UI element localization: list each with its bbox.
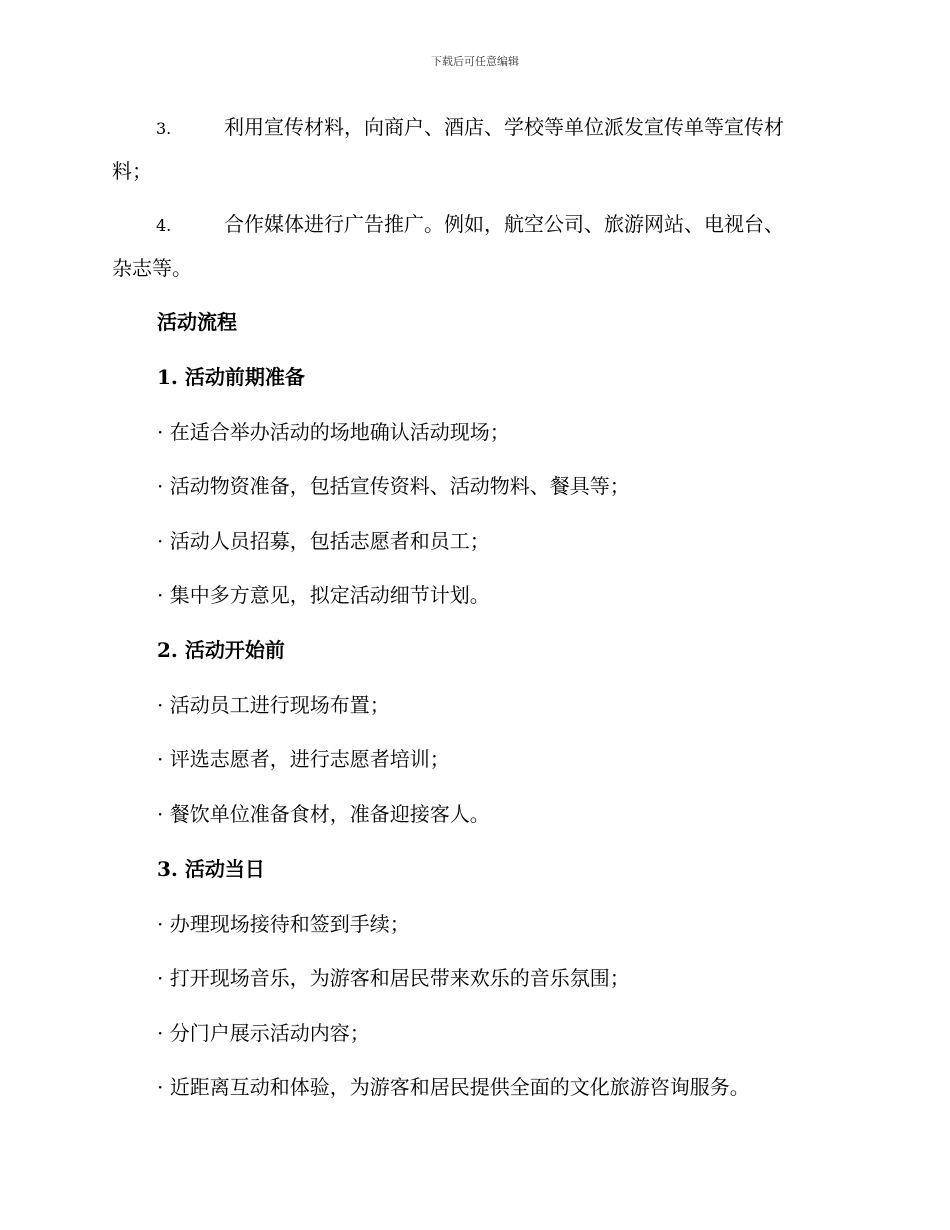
promo-item	[112, 203, 842, 290]
list-item: · 餐饮单位准备食材，准备迎接客人。	[157, 802, 490, 826]
promo-item	[112, 106, 842, 193]
list-item: · 活动物资准备，包括宣传资料、活动物料、餐具等；	[157, 474, 630, 498]
stage-title: 1. 活动前期准备	[157, 365, 305, 389]
stage-title: 2. 活动开始前	[157, 638, 285, 662]
promo-item-text: 利用宣传材料，向商户、酒店、学校等单位派发宣传单等宣传材	[224, 115, 784, 139]
section-title: 活动流程	[157, 310, 237, 334]
list-item: · 活动员工进行现场布置；	[157, 693, 390, 717]
list-item: · 近距离互动和体验，为游客和居民提供全面的文化旅游咨询服务。	[157, 1075, 750, 1099]
page-header: 下载后可任意编辑	[431, 55, 519, 68]
list-item: · 打开现场音乐，为游客和居民带来欢乐的音乐氛围；	[157, 966, 630, 990]
list-item: · 办理现场接待和签到手续；	[157, 912, 410, 936]
list-item: · 在适合举办活动的场地确认活动现场；	[157, 420, 510, 444]
list-item: · 活动人员招募，包括志愿者和员工；	[157, 529, 490, 553]
list-item: · 分门户展示活动内容；	[157, 1021, 370, 1045]
list-item: · 评选志愿者，进行志愿者培训；	[157, 747, 450, 771]
stage-title: 3. 活动当日	[157, 857, 265, 881]
promo-item-continuation: 杂志等。	[112, 256, 192, 280]
promo-item-text: 合作媒体进行广告推广。例如，航空公司、旅游网站、电视台、	[224, 212, 784, 236]
promo-item-continuation: 料；	[112, 159, 152, 183]
promo-item-number: 4.	[156, 216, 172, 235]
promo-item-number: 3.	[156, 119, 172, 138]
list-item: · 集中多方意见，拟定活动细节计划。	[157, 583, 490, 607]
